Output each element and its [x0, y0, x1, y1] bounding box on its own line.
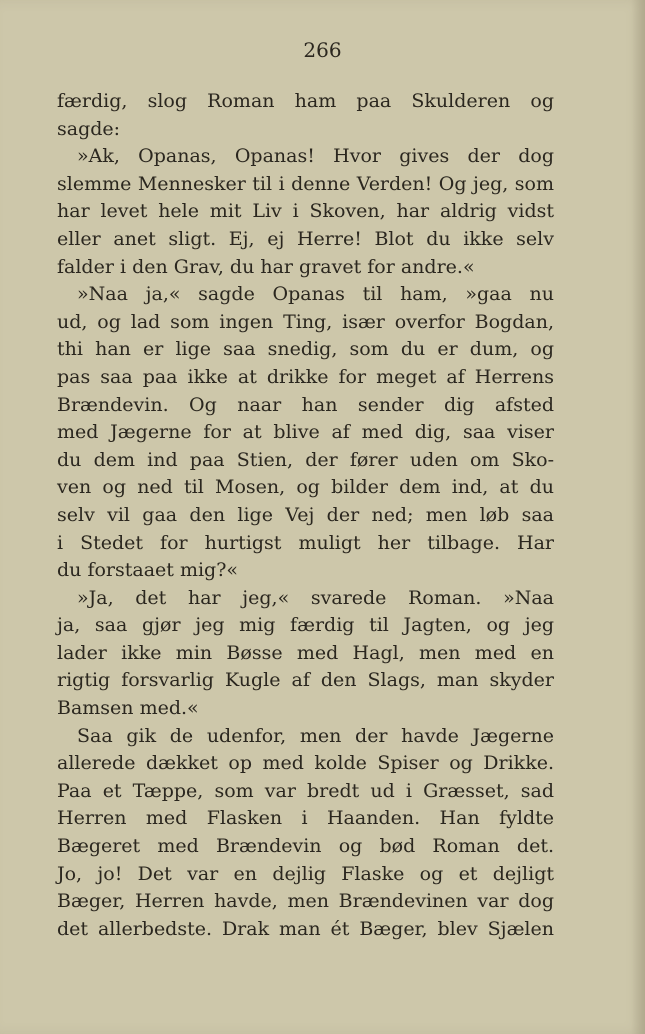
text-line: sagde:	[57, 117, 121, 140]
text-line: »Ja, det har jeg,« svarede Roman. »Naa	[77, 586, 554, 609]
text-line: ud, og lad som ingen Ting, især overfor Bogdan,	[57, 310, 554, 333]
text-line: Brændevin. Og naar han sender dig afsted	[57, 393, 554, 416]
text-line: Bæger, Herren havde, men Brændevinen var dog	[57, 890, 554, 913]
text-line: færdig, slog Roman ham paa Skulderen og	[57, 90, 554, 112]
text-line: falder i den Grav, du har gravet for andre.«	[57, 255, 475, 278]
text-line: lader ikke min Bøsse med Hagl, men med en	[57, 641, 554, 664]
text-line: med Jægerne for at blive af med dig, saa viser	[57, 421, 554, 444]
text-line: »Naa ja,« sagde Opanas til ham, »gaa nu	[77, 283, 554, 306]
page-number: 266	[303, 38, 342, 62]
text-line: rigtig forsvarlig Kugle af den Slags, man skyder	[57, 669, 554, 692]
text-line: pas saa paa ikke at drikke for meget af Herrens	[57, 365, 554, 388]
text-line: Bægeret med Brændevin og bød Roman det.	[57, 835, 554, 858]
text-line: selv vil gaa den lige Vej der ned; men løb saa	[57, 503, 554, 526]
page-edge-shadow	[631, 0, 645, 1034]
text-line: Saa gik de udenfor, men der havde Jægerne	[77, 724, 554, 747]
text-line: du forstaaet mig?«	[57, 559, 239, 582]
text-line: Paa et Tæppe, som var bredt ud i Græsset, sad	[57, 779, 554, 802]
text-line: i Stedet for hurtigst muligt her tilbage. Har	[57, 531, 554, 554]
text-line: Herren med Flasken i Haanden. Han fyldte	[57, 807, 554, 830]
text-line: Jo, jo! Det var en dejlig Flaske og et dejligt	[57, 862, 554, 885]
text-line: eller anet sligt. Ej, ej Herre! Blot du ikke selv	[57, 227, 554, 250]
text-line: det allerbedste. Drak man ét Bæger, blev Sjælen	[57, 917, 554, 940]
text-line: slemme Mennesker til i denne Verden! Og jeg, som	[57, 172, 554, 195]
text-line: ja, saa gjør jeg mig færdig til Jagten, og jeg	[57, 614, 554, 637]
text-line: thi han er lige saa snedig, som du er dum, og	[57, 338, 554, 361]
text-line: har levet hele mit Liv i Skoven, har aldrig vidst	[57, 200, 554, 223]
text-line: allerede dækket op med kolde Spiser og Drikke.	[57, 752, 554, 775]
text-line: ven og ned til Mosen, og bilder dem ind, at du	[57, 476, 554, 499]
text-line: Bamsen med.«	[57, 697, 199, 720]
text-line: »Ak, Opanas, Opanas! Hvor gives der dog	[77, 145, 554, 168]
text-line: du dem ind paa Stien, der fører uden om Sko-	[57, 448, 554, 471]
body-text	[57, 88, 554, 943]
